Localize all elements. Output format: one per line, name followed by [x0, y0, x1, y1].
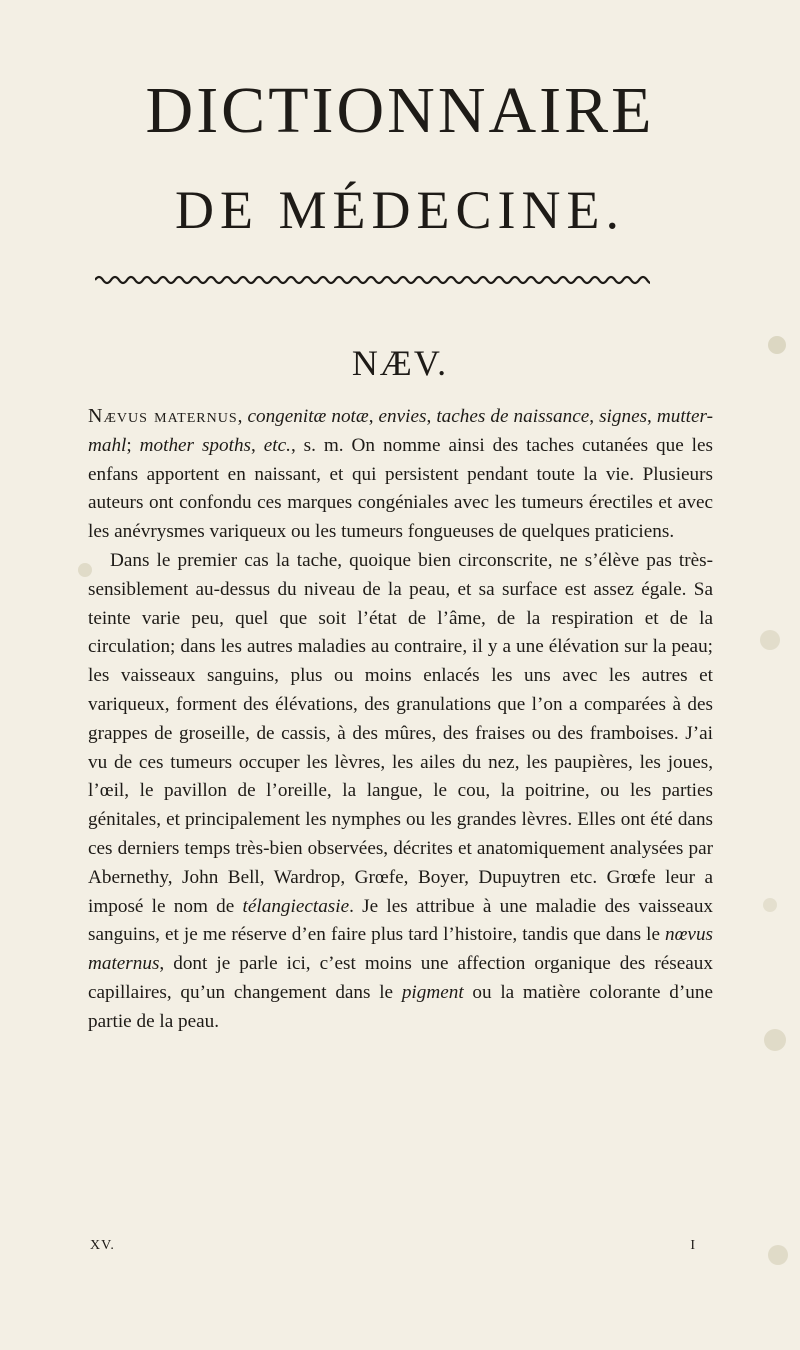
- def-english: mother spoths: [139, 434, 252, 456]
- def-envies: envies: [378, 406, 427, 427]
- paragraph-2-text-b: . Je les attribue à une maladie des vaisseaux sanguins, et je me réserve d’en faire plus tard l’histoire, tandis que dans le: [88, 895, 714, 946]
- paragraph-1-text: , s. m. On nomme ainsi des taches cutanées que les enfans apportent en naissant, et qui persistent pendant toute la vie. Plusieurs auteurs ont confondu ces marques congéniales avec les tumeurs érectiles et avec les anévrysmes variqueux ou les tumeurs fongueuses de quelques praticiens.: [88, 434, 713, 543]
- headword: Nævus maternus: [88, 405, 238, 427]
- paragraph-2-text-a: Dans le premier cas la tache, quoique bien circonscrite, ne s’élève pas très-sensiblement au-dessus du niveau de la peau, et sa surface est assez égale. Sa teinte varie peu, quel que soit l’état de l’âme, de la respiration et de la circulation; dans les autres maladies au contraire, il y a une élévation sur la peau; les vaisseaux sanguins, plus ou moins enlacés les uns avec les autres et variqueux, forment des élévations, des granulations que l’on a comparées à des grappes de groseille, de cassis, à des mûres, des fraises ou des framboises. J’ai vu de ces tumeurs occuper les lèvres, les ailes du nez, les paupières, les joues, l’œil, le pavillon de l’oreille, la langue, le cou, la poitrine, ou les parties génitales, et principalement les nymphes ou les grandes lèvres. Elles ont été dans ces derniers temps très-bien observées, décrites et anatomiquement analysées par Abernethy, John Bell, Wardrop, Grœfe, Boyer, Dupuytren etc. Grœfe leur a imposé le nom de: [88, 549, 713, 917]
- def-taches: taches de naissance: [436, 406, 590, 427]
- stain: [763, 898, 777, 912]
- section-heading: NÆV.: [351, 343, 449, 383]
- def-etc: etc.: [263, 434, 291, 456]
- stain: [760, 630, 780, 650]
- signature-mark: I: [690, 1238, 695, 1253]
- stain: [768, 1245, 788, 1265]
- paragraph-2-text-d: ou la matière colorante d’une partie de la peau.: [88, 981, 713, 1032]
- paragraph-2: [88, 547, 713, 1037]
- def-signes: signes: [599, 406, 648, 427]
- term-telangiectasie: télangiectasie: [242, 895, 350, 917]
- page-footer: [88, 1238, 713, 1258]
- title-de-medecine: DE MÉDECINE.: [175, 180, 625, 240]
- ornamental-rule: [95, 272, 650, 288]
- paragraph-2-text-c: , dont je parle ici, c’est moins une affection organique des réseaux capillaires, qu’un changement dans le: [88, 953, 713, 1003]
- def-latin: congenitæ notæ: [247, 406, 369, 427]
- paragraph-1: Nævus maternus, congenitæ notæ, envies, taches de naissance, signes, mutter-mahl; mother spoths, etc., s. m. On nomme ainsi des taches cutanées que les enfans apportent en naissant, et qui persistent pendant toute la vie. Plusieurs auteurs ont confondu ces marques congéniales avec les tumeurs érectiles et avec les anévrysmes variqueux ou les tumeurs fongueuses de quelques praticiens.: [88, 405, 713, 543]
- title-dictionnaire: DICTIONNAIRE: [145, 74, 655, 147]
- wavy-line: [95, 277, 650, 283]
- volume-mark: XV.: [90, 1238, 115, 1253]
- entry-body: [88, 402, 713, 1037]
- def-german: mutter-mahl: [88, 406, 713, 456]
- term-pigment: pigment: [401, 981, 464, 1003]
- term-naevus-maternus: nœvus maternus: [88, 924, 713, 975]
- stain: [764, 1029, 786, 1051]
